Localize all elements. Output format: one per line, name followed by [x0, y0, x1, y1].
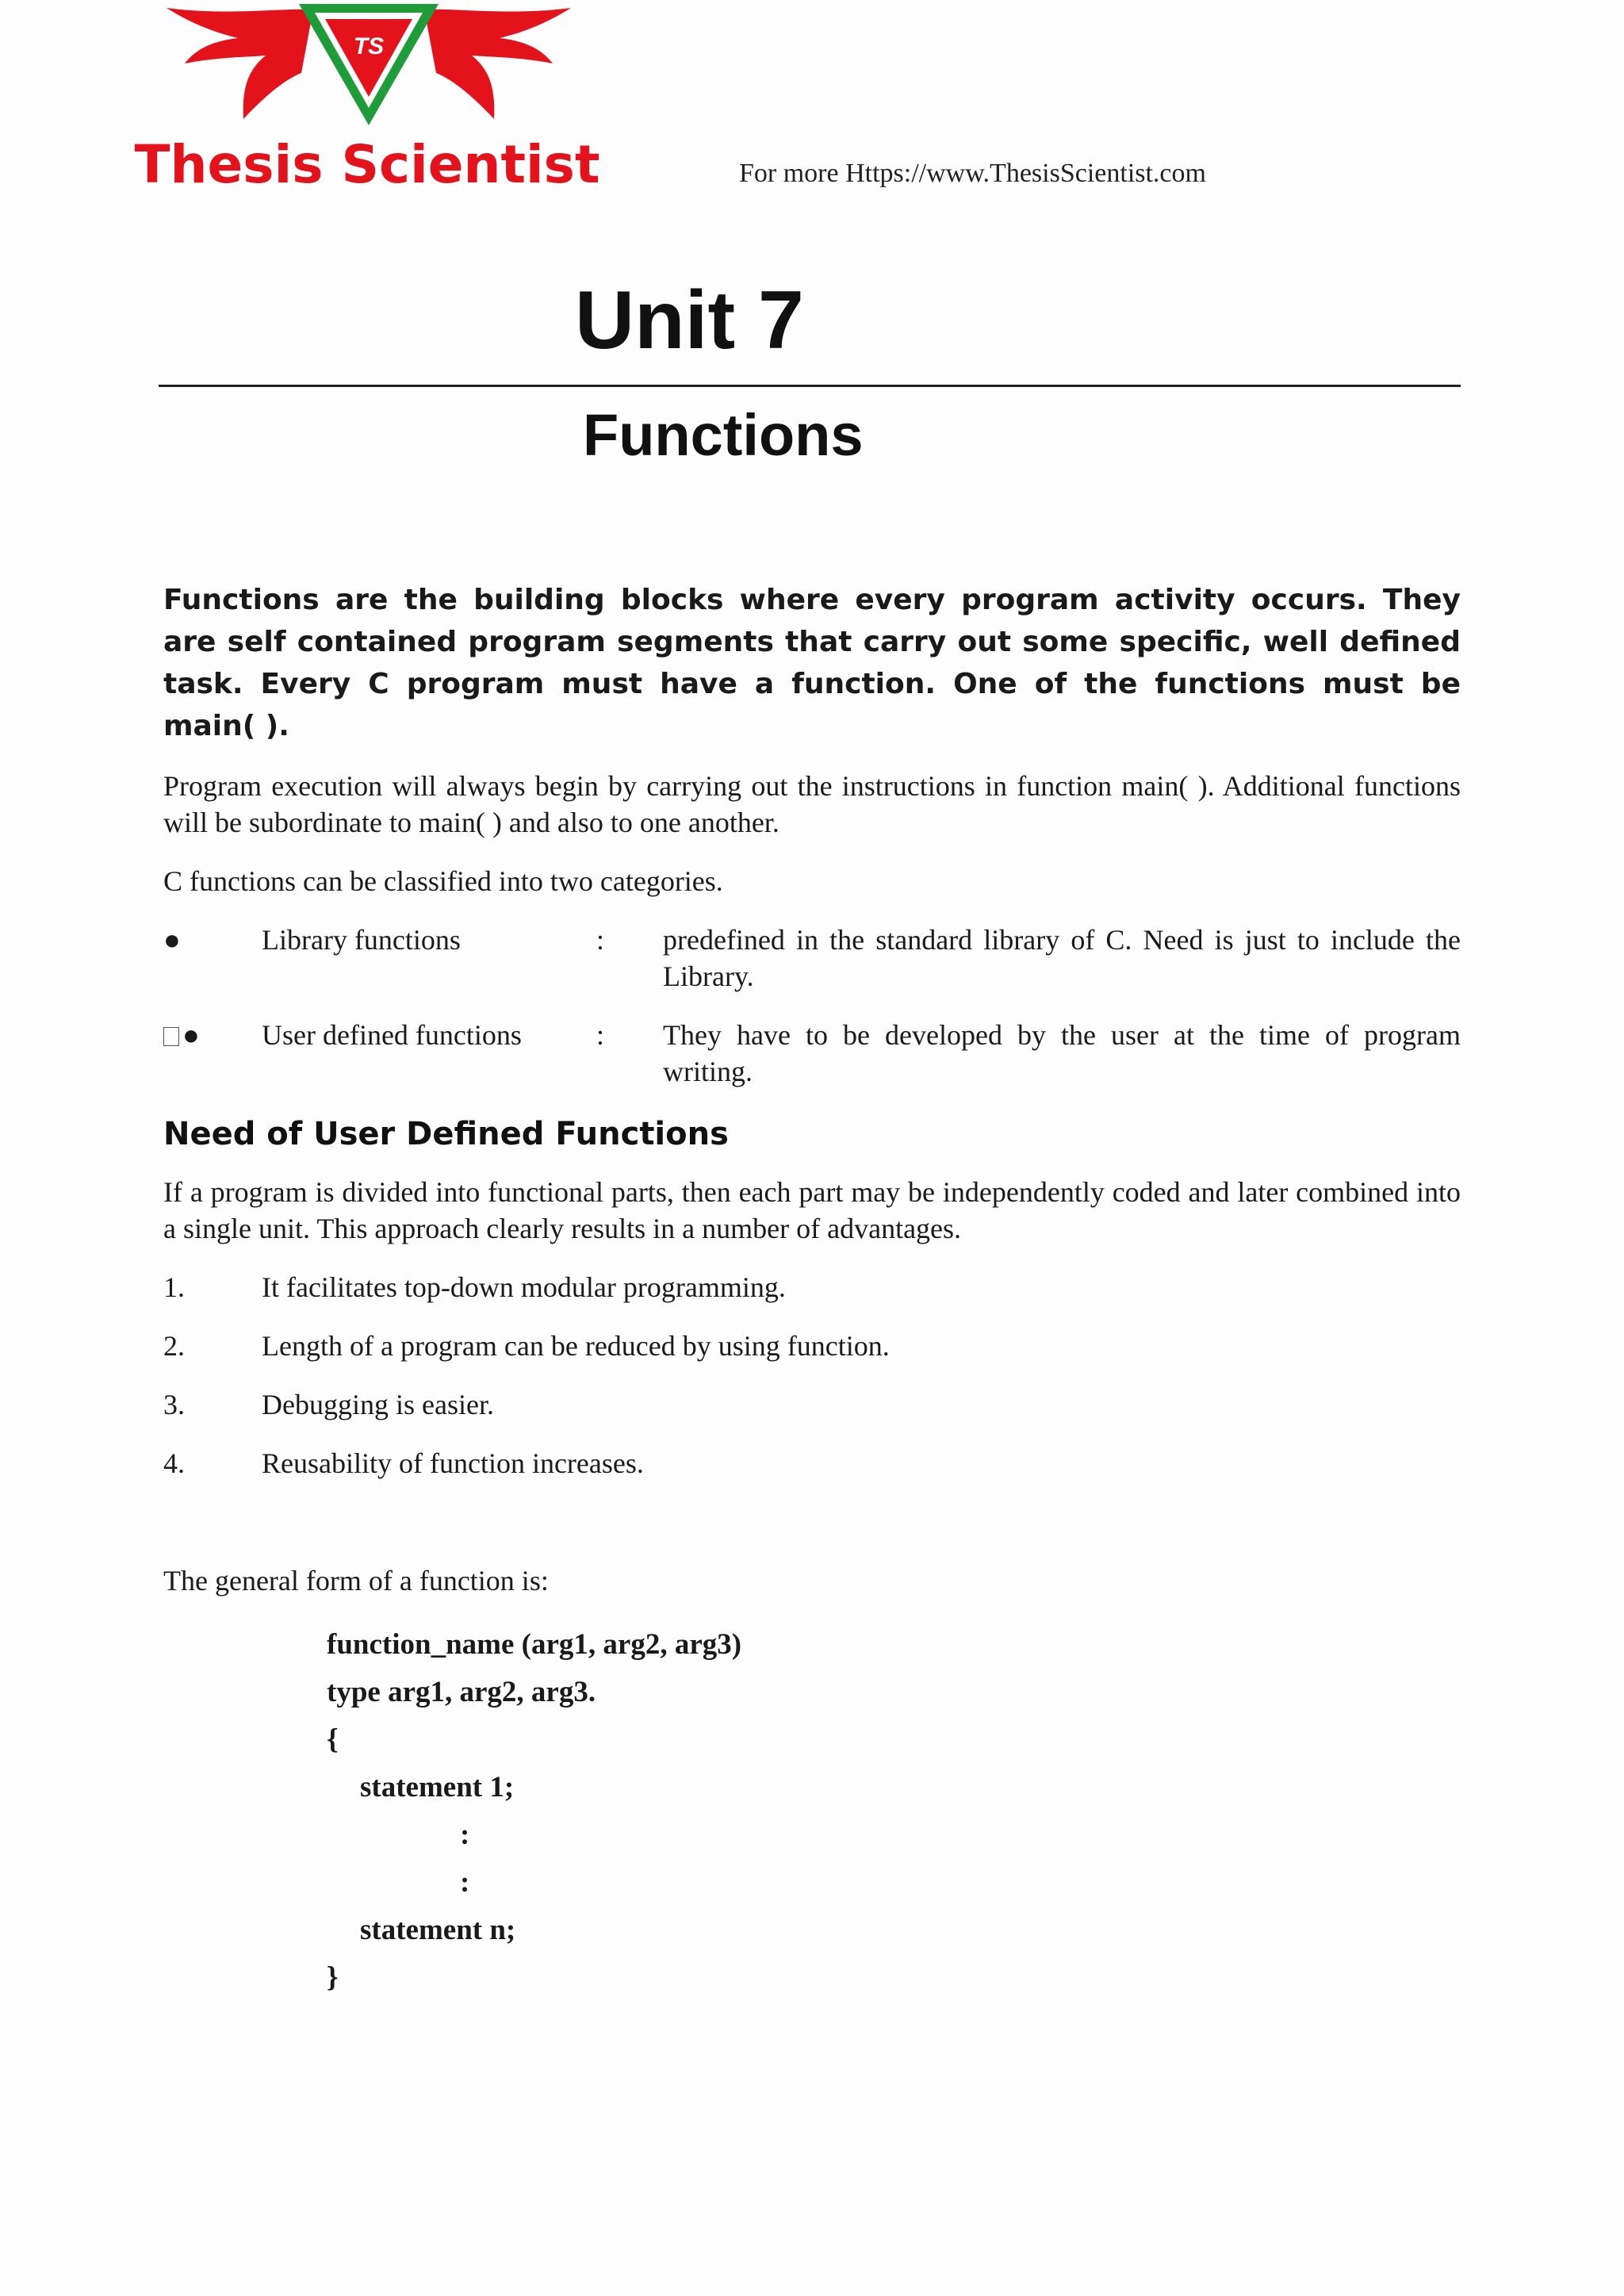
code-line: function_name (arg1, arg2, arg3): [327, 1628, 742, 1661]
list-number: 3.: [163, 1389, 185, 1420]
header-website-link[interactable]: For more Https://www.ThesisScientist.com: [739, 159, 1206, 188]
category-item: [163, 1017, 1461, 1090]
section-paragraph: If a program is divided into functional parts, then each part may be independently coded and later combined into a single unit. This approach clearly results in a number of advantages.: [163, 1176, 1461, 1244]
list-number: 2.: [163, 1330, 185, 1362]
list-number: 1.: [163, 1271, 185, 1303]
category-description: They have to be developed by the user at the time of program writing.: [663, 1019, 1461, 1087]
section-heading: Need of User Defined Functions: [163, 1116, 729, 1152]
list-text: Reusability of function increases.: [262, 1447, 644, 1479]
bullet: ●: [163, 924, 181, 956]
list-text: Debugging is easier.: [262, 1389, 494, 1420]
category-description: predefined in the standard library of C. Need is just to include the Library.: [663, 924, 1461, 992]
chapter-subtitle: Functions: [583, 402, 864, 468]
bullet-with-box: [163, 1017, 262, 1090]
category-item: [163, 922, 1461, 995]
intro-paragraph: Functions are the building blocks where every program activity occurs. They are self contained program segments that carry out some specific, well defined task. Every C program must have a function. One of the functions must be main( ).: [163, 584, 1461, 742]
thesis-scientist-logo: [134, 0, 600, 202]
logo-mark-text: TS: [353, 33, 385, 59]
advantage-item: [163, 1386, 1461, 1423]
logo-text: Thesis Scientist: [134, 134, 600, 195]
code-line: type arg1, arg2, arg3.: [327, 1676, 596, 1708]
bullet: ●: [182, 1019, 200, 1051]
list-text: Length of a program can be reduced by using function.: [262, 1330, 890, 1362]
code-line: statement n;: [360, 1914, 516, 1946]
advantage-item: [163, 1445, 1461, 1481]
advantage-item: [163, 1269, 1461, 1305]
function-syntax-block: [163, 1621, 1461, 2002]
code-line: statement 1;: [360, 1771, 515, 1803]
code-line: :: [460, 1819, 470, 1851]
list-text: It facilitates top-down modular programming.: [262, 1271, 786, 1303]
categories-intro: C functions can be classified into two categories.: [163, 865, 723, 897]
missing-glyph-box-icon: [163, 1027, 179, 1046]
code-line: :: [460, 1866, 470, 1899]
execution-paragraph: Program execution will always begin by carrying out the instructions in function main( ). Additional functions will be subordinate to main( ) and also to one another.: [163, 770, 1461, 838]
category-separator: :: [596, 924, 605, 956]
category-separator: :: [596, 1019, 605, 1051]
code-line: }: [327, 1961, 339, 1994]
unit-title: Unit 7: [575, 274, 804, 366]
category-name: Library functions: [262, 924, 461, 956]
code-line: {: [327, 1723, 339, 1756]
title-divider: [159, 385, 1461, 387]
category-name: User defined functions: [262, 1019, 522, 1051]
advantage-item: [163, 1328, 1461, 1364]
document-body: [163, 579, 1461, 2002]
list-number: 4.: [163, 1447, 185, 1479]
general-form-intro: The general form of a function is:: [163, 1565, 549, 1596]
